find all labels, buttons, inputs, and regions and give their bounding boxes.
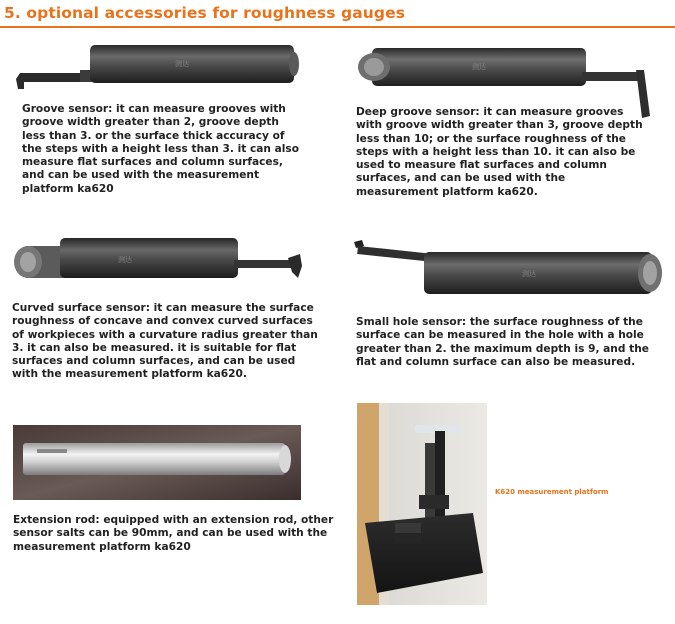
- title-underline: [0, 26, 675, 28]
- groove-sensor-description: Groove sensor: it can measure grooves with groove width greater than 2, groove depth less than 3. or the surface thick accuracy of the steps with a height less than 3. it can also measure flat surfaces and column surfaces, and can be used with the measurement platform ka620: [22, 103, 299, 195]
- page-header: [0, 0, 675, 27]
- svg-text:测达: 测达: [118, 256, 132, 264]
- measurement-platform-image: [357, 403, 487, 605]
- page-title: 5. optional accessories for roughness gauges: [4, 4, 406, 22]
- curved-surface-sensor-image: [8, 232, 308, 290]
- extension-rod-description: Extension rod: equipped with an extension rod, other sensor salts can be 90mm, and can be used with the measurement platform ka620: [13, 514, 334, 553]
- groove-sensor-image: [10, 40, 302, 96]
- svg-text:测达: 测达: [472, 63, 486, 71]
- extension-rod-image: [13, 425, 301, 500]
- svg-text:测达: 测达: [522, 270, 536, 278]
- svg-text:测达: 测达: [175, 60, 189, 68]
- small-hole-sensor-image: [352, 240, 668, 296]
- small-hole-sensor-description: Small hole sensor: the surface roughness of the surface can be measured in the hole with a hole greater than 2. the maximum depth is 9, and the flat and column surface can also be measured.: [356, 316, 649, 368]
- platform-caption: K620 measurement platform: [495, 488, 609, 496]
- curved-surface-sensor-description: Curved surface sensor: it can measure the surface roughness of concave and convex curved surfaces of workpieces with a curvature radius greater than 3. it can also be measured. it is suitable for flat surfaces and column surfaces, and can be used with the measurement platform ka620.: [12, 302, 318, 381]
- deep-groove-sensor-description: Deep groove sensor: it can measure grooves with groove width greater than 3, groove depth less than 10; or the surface roughness of the steps with a height less than 10. it can also be used to measure flat surfaces and column surfaces, and can be used with the measurement platform ka620.: [356, 106, 643, 198]
